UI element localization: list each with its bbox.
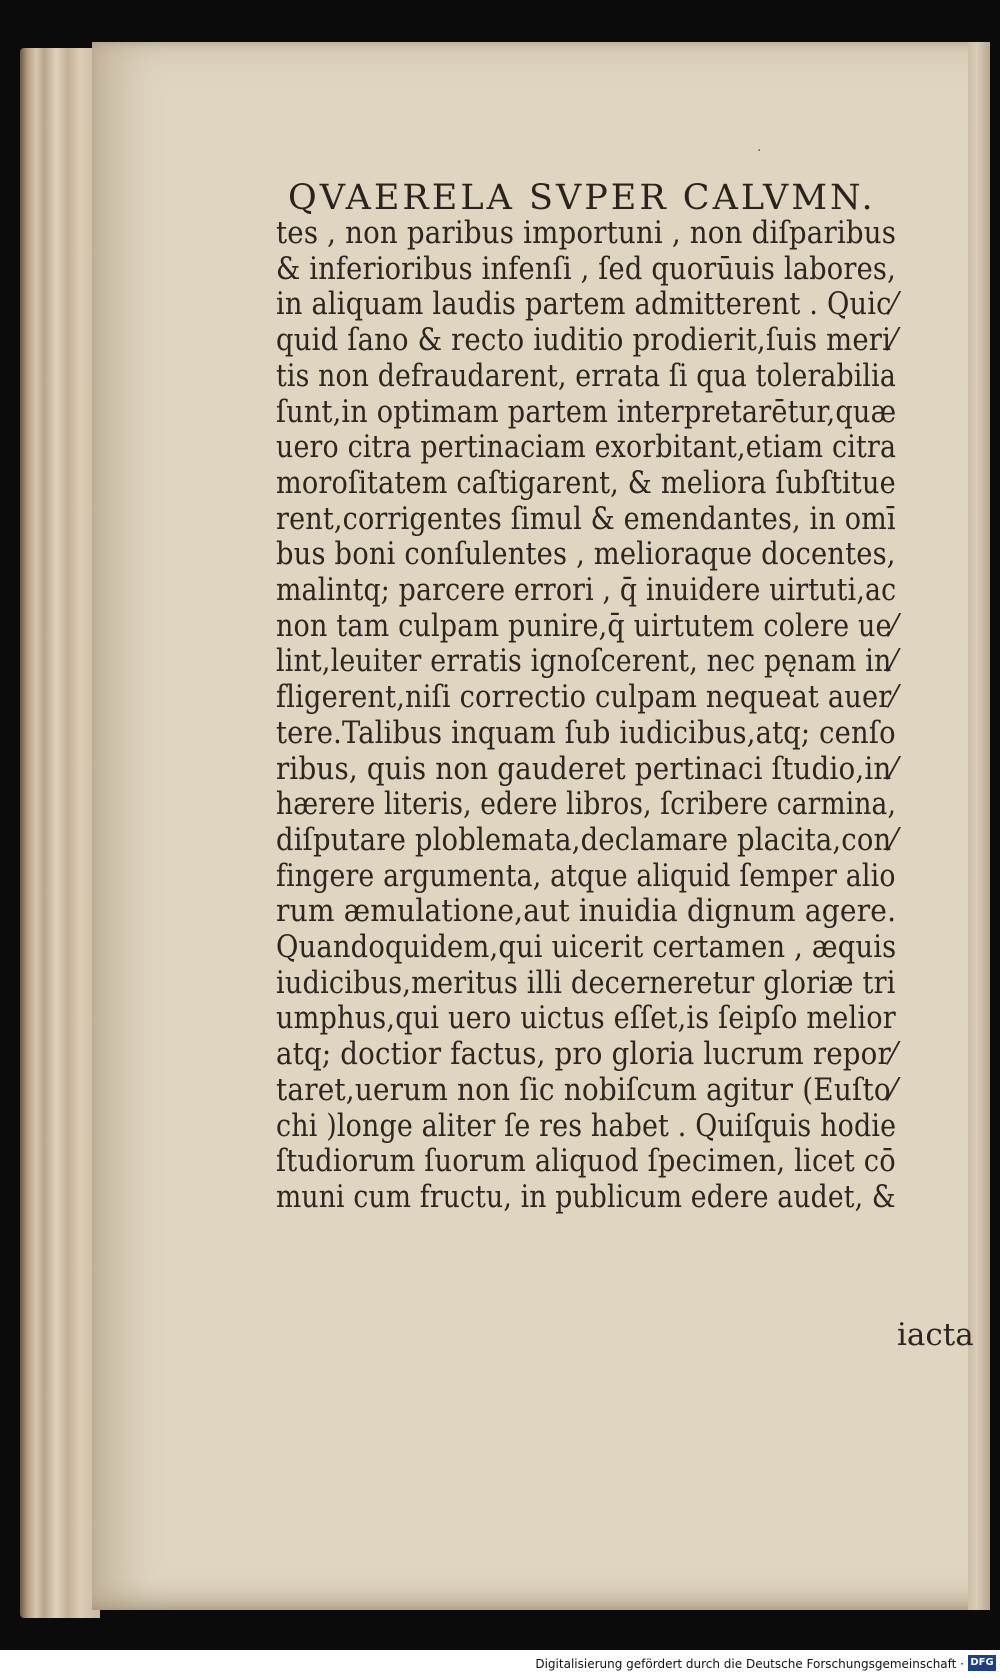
catchword: iacta bbox=[897, 1317, 974, 1353]
text-line: taret,uerum non ſic nobiſcum agitur (Euſto⁄ bbox=[276, 1071, 896, 1108]
text-line: atq; doctior factus, pro gloria lucrum repor⁄ bbox=[276, 1036, 896, 1073]
running-head: QVAERELA SVPER CALVMN. bbox=[288, 178, 876, 218]
text-line: malintq; parcere errori , q̄ inuidere uirtuti,ac bbox=[276, 572, 897, 608]
text-line: lint,leuiter erratis ignoſcerent, nec pęnam in⁄ bbox=[276, 643, 897, 680]
page-fore-edge bbox=[968, 42, 990, 1610]
text-line: Quandoquidem,qui uicerit certamen , æquis bbox=[276, 929, 897, 965]
page-mark: · bbox=[757, 143, 762, 159]
text-line: muni cum fructu, in publicum edere audet, & bbox=[276, 1178, 896, 1215]
footer-bar bbox=[0, 1650, 1000, 1678]
text-line: rum æmulatione,aut inuidia dignum agere. bbox=[276, 893, 897, 930]
text-line: non tam culpam punire,q̄ uirtutem colere ue⁄ bbox=[276, 607, 897, 644]
text-line: uero citra pertinaciam exorbitant,etiam citra bbox=[276, 429, 897, 466]
text-line: moroſitatem caſtigarent, & meliora ſubſtitue bbox=[276, 464, 896, 501]
text-line: iudicibus,meritus illi decerneretur gloriæ tri bbox=[276, 964, 896, 1001]
text-line: & inferioribus infenſi , ſed quorūuis labores, bbox=[276, 250, 896, 287]
text-line: quid ſano & recto iuditio prodierit,ſuis meri⁄ bbox=[276, 322, 896, 359]
text-line: in aliquam laudis partem admitterent . Quic⁄ bbox=[276, 286, 897, 323]
book-page-edges bbox=[20, 48, 100, 1618]
text-line: bus boni conſulentes , melioraque docentes, bbox=[276, 536, 896, 573]
text-line: fingere argumenta, atque aliquid ſemper alio bbox=[276, 857, 896, 894]
text-line: rent,corrigentes ſimul & emendantes, in omī bbox=[276, 500, 896, 537]
footer-credit: Digitalisierung gefördert durch die Deutsche Forschungsgemeinschaft · bbox=[535, 1657, 964, 1671]
text-line: ſtudiorum ſuorum aliquod ſpecimen, licet cō bbox=[276, 1143, 896, 1180]
text-line: hærere literis, edere libros, ſcribere carmina, bbox=[276, 786, 897, 823]
text-line: chi )longe aliter ſe res habet . Quiſquis hodie bbox=[276, 1107, 897, 1144]
text-line: umphus,qui uero uictus eſſet,is ſeipſo melior bbox=[276, 1000, 896, 1037]
dfg-logo-icon: DFG bbox=[968, 1655, 996, 1671]
text-line: tere.Talibus inquam ſub iudicibus,atq; cenſo bbox=[276, 714, 896, 751]
text-line: fligerent,niſi correctio culpam nequeat auer⁄ bbox=[276, 679, 897, 716]
text-line: tes , non paribus importuni , non diſparibus bbox=[276, 215, 897, 251]
text-line: tis non defraudarent, errata ſi qua tolerabilia bbox=[276, 357, 896, 394]
text-line: ribus, quis non gauderet pertinaci ſtudio,in⁄ bbox=[276, 750, 897, 787]
text-line: diſputare ploblemata,declamare placita,con⁄ bbox=[276, 821, 897, 858]
text-line: ſunt,in optimam partem interpretarētur,quæ bbox=[276, 393, 897, 430]
